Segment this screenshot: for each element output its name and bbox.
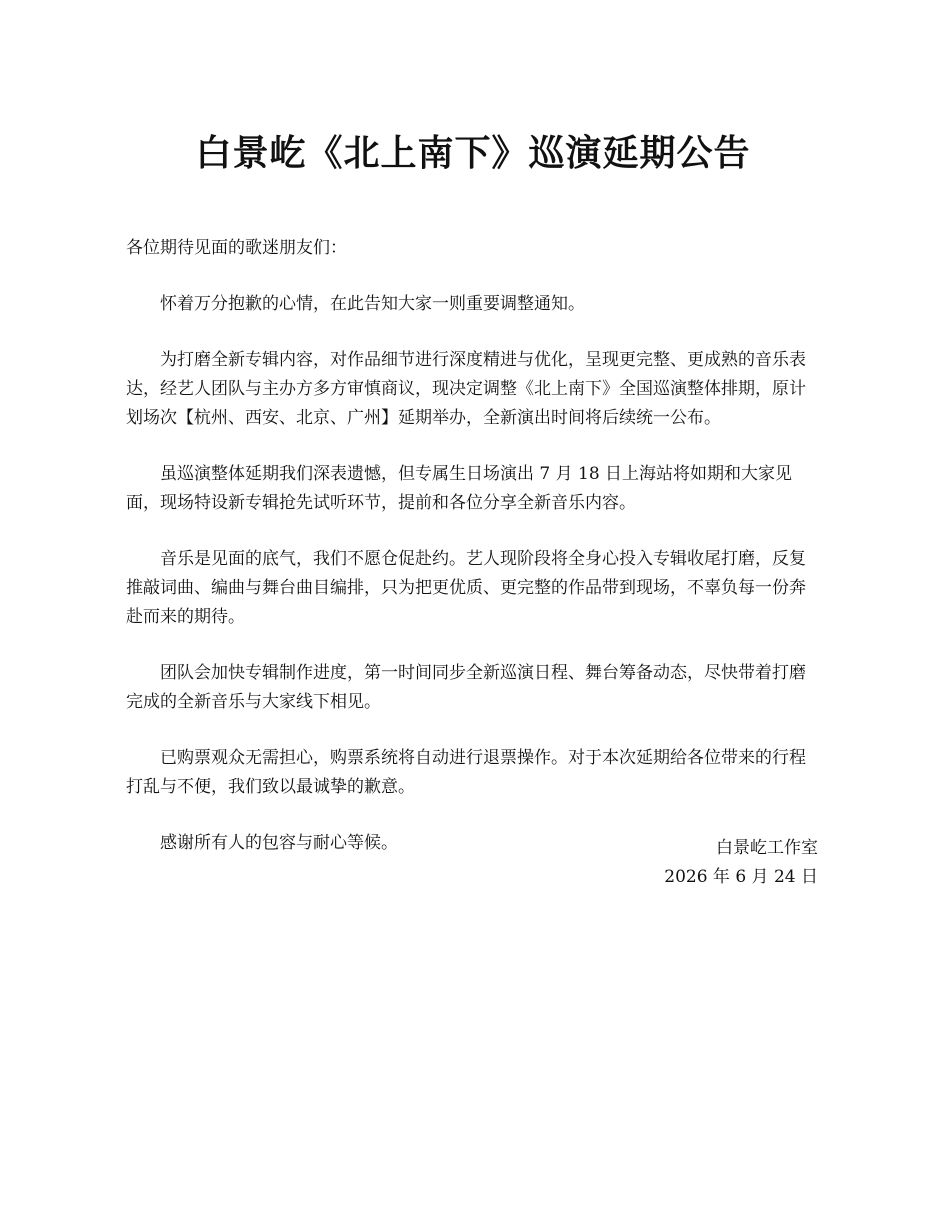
paragraph-music-commitment: 音乐是见面的底气，我们不愿仓促赴约。艺人现阶段将全身心投入专辑收尾打磨，反复推敲词曲、编曲与舞台曲目编排，只为把更优质、更完整的作品带到现场，不辜负每一份奔赴而来的期待。 <box>126 549 806 627</box>
salutation: 各位期待见面的歌迷朋友们： <box>126 238 347 258</box>
announcement-date: 2026 年 6 月 24 日 <box>664 867 818 887</box>
paragraph-apology: 怀着万分抱歉的心情，在此告知大家一则重要调整通知。 <box>160 294 585 314</box>
announcement-body <box>126 234 822 885</box>
signature-block <box>664 834 818 892</box>
page-title: 白景屹《北上南下》巡演延期公告 <box>195 133 751 174</box>
paragraph-team-progress: 团队会加快专辑制作进度，第一时间同步全新巡演日程、舞台筹备动态，尽快带着打磨完成的全新音乐与大家线下相见。 <box>126 663 806 712</box>
paragraph-refund: 已购票观众无需担心，购票系统将自动进行退票操作。对于本次延期给各位带来的行程打乱与不便，我们致以最诚挚的歉意。 <box>126 748 806 797</box>
paragraph-birthday-show: 虽巡演整体延期我们深表遗憾，但专属生日场演出 7 月 18 日上海站将如期和大家见面，现场特设新专辑抢先试听环节，提前和各位分享全新音乐内容。 <box>126 464 793 513</box>
paragraph-reason: 为打磨全新专辑内容，对作品细节进行深度精进与优化，呈现更完整、更成熟的音乐表达，经艺人团队与主办方多方审慎商议，现决定调整《北上南下》全国巡演整体排期，原计划场次【杭州、西安、北京、广州】延期举办，全新演出时间将后续统一公布。 <box>126 350 806 428</box>
paragraph-thanks: 感谢所有人的包容与耐心等候。 <box>160 833 398 853</box>
studio-name: 白景屹工作室 <box>716 838 818 858</box>
